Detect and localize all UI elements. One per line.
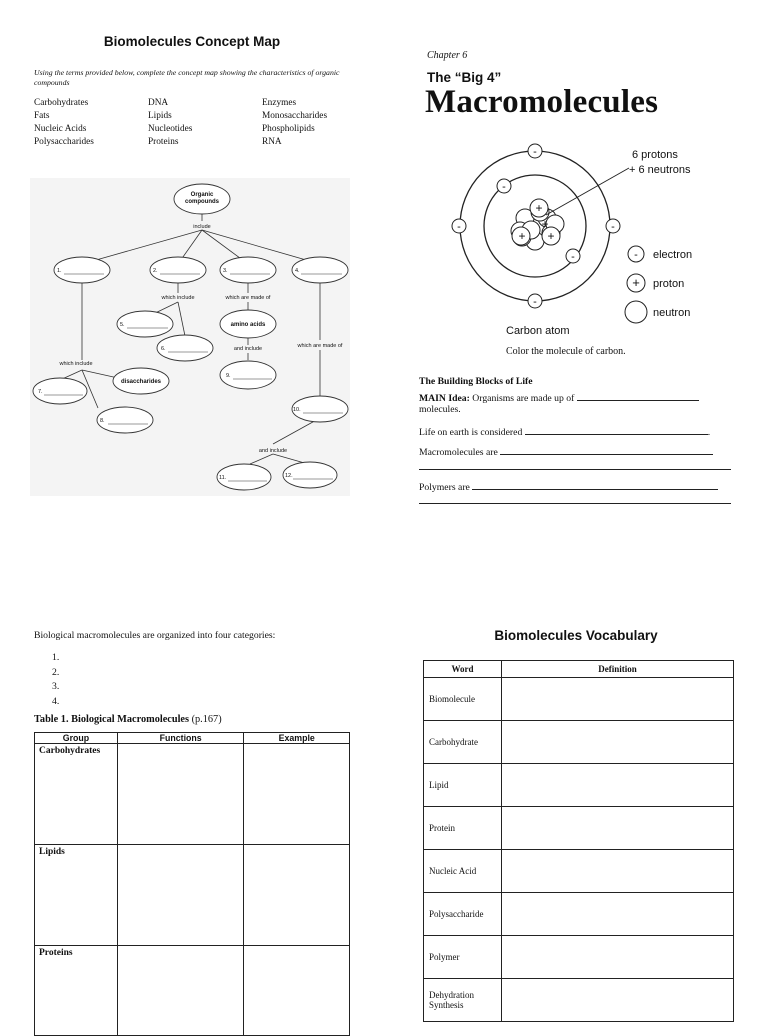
term: Nucleotides: [148, 124, 193, 134]
vocab-word: Carbohydrate: [424, 721, 502, 764]
macro-prompt-line: [419, 444, 713, 459]
table-row: [35, 845, 350, 946]
proton-sign: +: [535, 201, 543, 215]
life-prompt-line: [419, 424, 710, 439]
macromolecules-title: Macromolecules: [425, 84, 659, 120]
legend-proton-sign: +: [632, 275, 640, 290]
vocab-word: Biomolecule: [424, 678, 502, 721]
node-7: 7.: [38, 389, 43, 395]
category-list: [52, 651, 59, 709]
vocab-row: [424, 936, 734, 979]
carbon-atom-caption: Carbon atom: [506, 325, 570, 337]
vocab-row: [424, 721, 734, 764]
polymers-blank-2[interactable]: [419, 503, 731, 504]
header-group: Group: [35, 733, 118, 744]
header-word: Word: [424, 661, 502, 678]
legend-electron-sign: -: [634, 249, 638, 261]
node-4: 4.: [295, 268, 300, 274]
legend-electron: electron: [653, 249, 693, 261]
vocab-word: Polysaccharide: [424, 893, 502, 936]
term: Polysaccharides: [34, 137, 94, 147]
functions-cell[interactable]: [117, 946, 243, 1036]
term: Proteins: [148, 137, 179, 147]
definition-cell[interactable]: [501, 721, 733, 764]
proton-sign: +: [547, 229, 555, 243]
vocab-row: [424, 764, 734, 807]
table1-caption: [34, 714, 222, 725]
node-11: 11.: [219, 475, 227, 481]
table-row: [35, 744, 350, 845]
definition-cell[interactable]: [501, 979, 733, 1022]
term: Nucleic Acids: [34, 124, 87, 134]
electron-sign: -: [502, 181, 506, 193]
electron-sign: -: [571, 251, 575, 263]
macromolecules-table: [34, 732, 350, 1036]
main-idea-line: [419, 390, 699, 405]
vocab-word: Polymer: [424, 936, 502, 979]
link-which-include: which include: [161, 295, 195, 301]
node-8: 8.: [100, 418, 105, 424]
example-cell[interactable]: [244, 946, 350, 1036]
link-which-made-of-2: which are made of: [297, 343, 343, 349]
electron-sign: -: [533, 296, 537, 308]
table1-caption-bold: Table 1. Biological Macromolecules: [34, 714, 190, 725]
node-5: 5.: [120, 322, 125, 328]
group-cell: Carbohydrates: [35, 744, 118, 845]
term: DNA: [148, 98, 169, 108]
vocab-word: Protein: [424, 807, 502, 850]
vocab-row: [424, 850, 734, 893]
life-period: .: [707, 427, 711, 438]
proton-sign: +: [541, 217, 549, 231]
node-6: 6.: [161, 346, 166, 352]
node-1: 1.: [57, 268, 62, 274]
life-prompt: Life on earth is considered: [419, 427, 523, 438]
concept-map-diagram: [30, 178, 350, 496]
electron-sign: -: [533, 146, 537, 158]
table-row: [35, 946, 350, 1036]
definition-cell[interactable]: [501, 678, 733, 721]
chapter-label: Chapter 6: [427, 50, 468, 61]
term: Lipids: [148, 111, 172, 121]
building-blocks-heading: The Building Blocks of Life: [419, 376, 533, 387]
header-example: Example: [244, 733, 350, 744]
node-12: 12.: [285, 473, 293, 479]
term: Carbohydrates: [34, 98, 89, 108]
category-item: 2.: [52, 666, 60, 678]
legend-proton: proton: [653, 278, 685, 290]
main-idea-label: MAIN Idea:: [419, 393, 470, 404]
definition-cell[interactable]: [501, 850, 733, 893]
vocab-row: [424, 979, 734, 1022]
carbon-atom-diagram: [445, 138, 715, 343]
example-cell[interactable]: [244, 845, 350, 946]
node-3: 3.: [223, 268, 228, 274]
legend-neutron: neutron: [653, 307, 691, 319]
node-9: 9.: [226, 373, 231, 379]
term: Phospholipids: [262, 124, 315, 134]
link-include: include: [193, 224, 211, 230]
polymers-prompt: Polymers are: [419, 482, 470, 493]
table1-caption-page: (p.167): [191, 714, 222, 725]
term: Fats: [34, 111, 50, 121]
vocab-word: Dehydration Synthesis: [424, 979, 502, 1022]
neutrons-label: + 6 neutrons: [629, 164, 691, 176]
link-and-include-2: and include: [258, 448, 288, 454]
term: Enzymes: [262, 98, 297, 108]
functions-cell[interactable]: [117, 744, 243, 845]
vocabulary-table: [423, 660, 734, 1022]
vocabulary-title: Biomolecules Vocabulary: [494, 628, 658, 643]
node-2: 2.: [153, 268, 158, 274]
vocab-row: [424, 678, 734, 721]
node-10: 10.: [293, 407, 301, 413]
polymers-blank[interactable]: [472, 479, 718, 490]
vocab-word: Nucleic Acid: [424, 850, 502, 893]
link-which-include-2: which include: [59, 361, 93, 367]
term: RNA: [262, 137, 282, 147]
term: Monosaccharides: [262, 111, 328, 121]
color-instruction: Color the molecule of carbon.: [506, 346, 626, 357]
proton-sign: +: [518, 229, 526, 243]
node-amino-acids: amino acids: [230, 322, 266, 328]
concept-map-instructions: Using the terms provided below, complete the concept map showing the characteristics of organic compounds: [34, 68, 340, 87]
definition-cell[interactable]: [501, 893, 733, 936]
root-label-1: Organic: [190, 192, 214, 198]
macro-blank[interactable]: [500, 444, 713, 455]
header-definition: Definition: [501, 661, 733, 678]
node-disaccharides: disaccharides: [120, 379, 162, 385]
concept-map-title: Biomolecules Concept Map: [103, 34, 281, 49]
vocab-row: [424, 807, 734, 850]
main-idea-end: molecules.: [419, 404, 461, 415]
main-idea-blank[interactable]: [577, 390, 699, 401]
categories-intro: Biological macromolecules are organized into four categories:: [34, 630, 276, 641]
vocab-word: Lipid: [424, 764, 502, 807]
macro-prompt: Macromolecules are: [419, 447, 498, 458]
link-which-made-of: which are made of: [225, 295, 271, 301]
polymers-prompt-line: [419, 479, 718, 494]
main-idea-text: Organisms are made up of: [472, 393, 575, 404]
definition-cell[interactable]: [501, 807, 733, 850]
big-four-subtitle: The “Big 4”: [427, 70, 502, 85]
category-item: 3.: [52, 681, 60, 692]
functions-cell[interactable]: [117, 845, 243, 946]
macro-blank-2[interactable]: [419, 469, 731, 470]
header-functions: Functions: [117, 733, 243, 744]
root-label-2: compounds: [185, 199, 219, 205]
protons-label: 6 protons: [632, 149, 678, 161]
vocab-row: [424, 893, 734, 936]
electron-sign: -: [611, 221, 615, 233]
definition-cell[interactable]: [501, 764, 733, 807]
link-and-include: and include: [233, 346, 263, 352]
group-cell: Lipids: [35, 845, 118, 946]
category-item: 1.: [52, 652, 60, 663]
example-cell[interactable]: [244, 744, 350, 845]
life-blank[interactable]: [525, 424, 708, 435]
term-list: [34, 97, 364, 149]
category-item: 4.: [52, 695, 60, 707]
definition-cell[interactable]: [501, 936, 733, 979]
electron-sign: -: [457, 221, 461, 233]
group-cell: Proteins: [35, 946, 118, 1036]
